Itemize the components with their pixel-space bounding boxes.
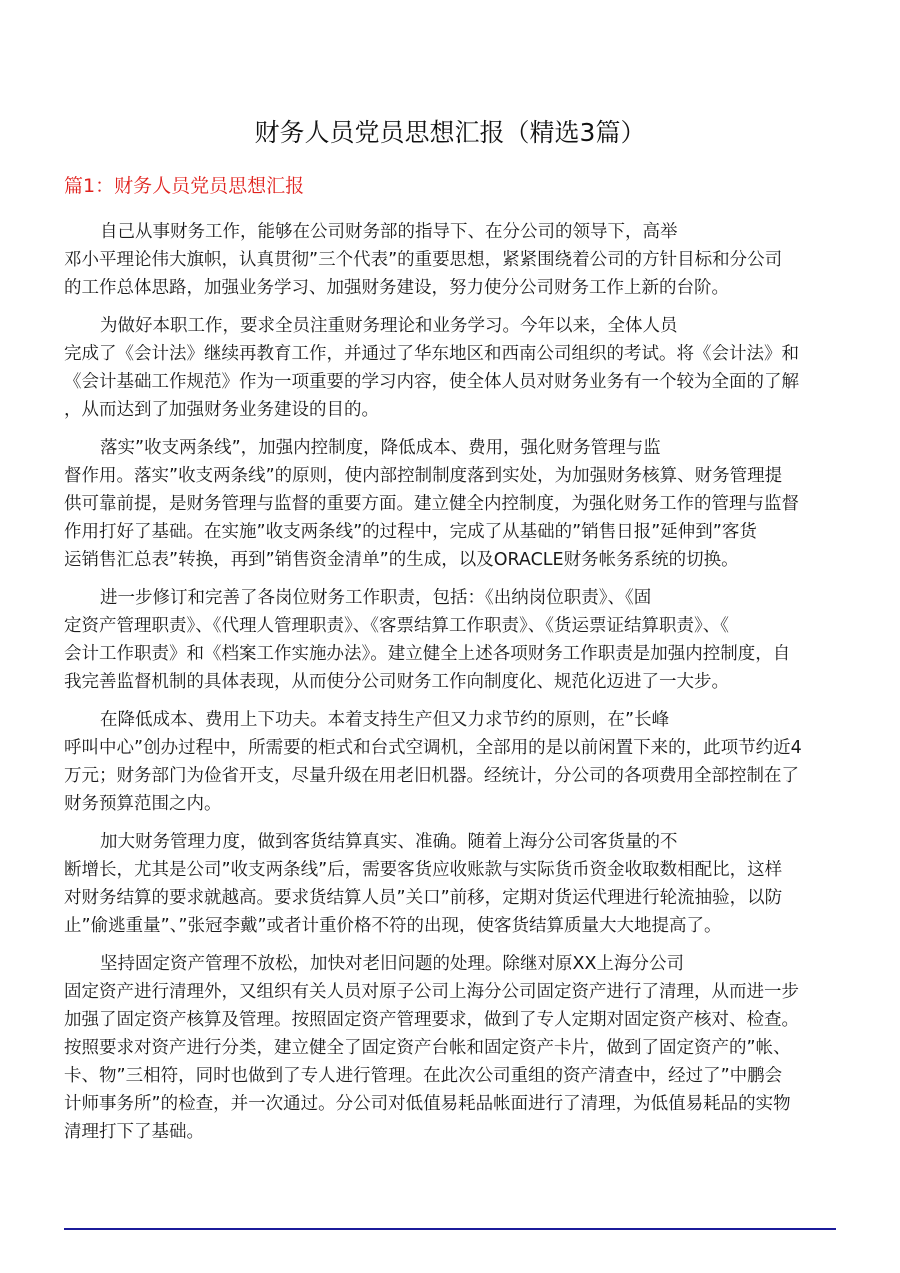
- paragraph-line: 作用打好了基础。在实施”收支两条线”的过程中，完成了从基础的”销售日报”延伸到”客货: [64, 522, 757, 542]
- paragraph-line: 在降低成本、费用上下功夫。本着支持生产但又力求节约的原则，在”长峰: [100, 710, 670, 730]
- paragraph-line: 止”偷逃重量”、”张冠李戴”或者计重价格不符的出现，使客货结算质量大大地提高了。: [64, 916, 722, 936]
- paragraph-line: 断增长，尤其是公司”收支两条线”后，需要客货应收账款与实际货币资金收取数相配比，这样: [64, 860, 783, 880]
- paragraph-line: 加大财务管理力度，做到客货结算真实、准确。随着上海分公司客货量的不: [100, 832, 678, 852]
- paragraph-line: 自己从事财务工作，能够在公司财务部的指导下、在分公司的领导下，高举: [100, 222, 678, 242]
- section-heading: 篇1：财务人员党员思想汇报: [64, 175, 305, 197]
- document-body: [64, 218, 836, 1156]
- paragraph: [64, 950, 836, 1146]
- paragraph: [64, 828, 836, 940]
- paragraph-line: 万元；财务部门为俭省开支，尽量升级在用老旧机器。经统计，分公司的各项费用全部控制在了: [64, 766, 799, 786]
- paragraph-line: 进一步修订和完善了各岗位财务工作职责，包括：《出纳岗位职责》、《固: [100, 588, 652, 608]
- paragraph-line: 督作用。落实”收支两条线”的原则，使内部控制制度落到实处，为加强财务核算、财务管理提: [64, 466, 783, 486]
- paragraph-line: 落实”收支两条线”，加强内控制度，降低成本、费用，强化财务管理与监: [100, 438, 661, 458]
- paragraph-line: 供可靠前提，是财务管理与监督的重要方面。建立健全内控制度，为强化财务工作的管理与监督: [64, 494, 799, 514]
- paragraph-line: 完成了《会计法》继续再教育工作，并通过了华东地区和西南公司组织的考试。将《会计法》和: [64, 344, 799, 364]
- paragraph-line: ，从而达到了加强财务业务建设的目的。: [64, 400, 379, 420]
- paragraph-line: 为做好本职工作，要求全员注重财务理论和业务学习。今年以来，全体人员: [100, 316, 678, 336]
- paragraph-line: 我完善监督机制的具体表现，从而使分公司财务工作向制度化、规范化迈进了一大步。: [64, 672, 729, 692]
- paragraph-line: 加强了固定资产核算及管理。按照固定资产管理要求，做到了专人定期对固定资产核对、检查。: [64, 1010, 799, 1030]
- paragraph-line: 清理打下了基础。: [64, 1122, 204, 1142]
- paragraph: [64, 706, 836, 818]
- paragraph-line: 按照要求对资产进行分类，建立健全了固定资产台帐和固定资产卡片，做到了固定资产的”帐、: [64, 1038, 791, 1058]
- paragraph-line: 财务预算范围之内。: [64, 794, 222, 814]
- paragraph: [64, 434, 836, 574]
- paragraph-line: 坚持固定资产管理不放松，加快对老旧问题的处理。除继对原XX上海分公司: [100, 954, 684, 974]
- paragraph-line: 运销售汇总表”转换，再到”销售资金清单”的生成，以及ORACLE财务帐务系统的切换。: [64, 550, 739, 570]
- footer-divider: [64, 1228, 836, 1230]
- document-title: 财务人员党员思想汇报（精选3篇）: [254, 118, 646, 147]
- paragraph-line: 会计工作职责》和《档案工作实施办法》。建立健全上述各项财务工作职责是加强内控制度，自: [64, 644, 791, 664]
- paragraph: [64, 312, 836, 424]
- paragraph-line: 卡、物”三相符，同时也做到了专人进行管理。在此次公司重组的资产清查中，经过了”中鹏会: [64, 1066, 783, 1086]
- paragraph-line: 《会计基础工作规范》作为一项重要的学习内容，使全体人员对财务业务有一个较为全面的了解: [64, 372, 799, 392]
- paragraph-line: 计师事务所”的检查，并一次通过。分公司对低值易耗品帐面进行了清理，为低值易耗品的实物: [64, 1094, 791, 1114]
- paragraph-line: 的工作总体思路，加强业务学习、加强财务建设，努力使分公司财务工作上新的台阶。: [64, 278, 729, 298]
- paragraph: [64, 584, 836, 696]
- paragraph-line: 对财务结算的要求就越高。要求货结算人员”关口”前移，定期对货运代理进行轮流抽验，以防: [64, 888, 783, 908]
- paragraph-line: 固定资产进行清理外，又组织有关人员对原子公司上海分公司固定资产进行了清理，从而进一步: [64, 982, 799, 1002]
- paragraph-line: 邓小平理论伟大旗帜，认真贯彻”三个代表”的重要思想，紧紧围绕着公司的方针目标和分公司: [64, 250, 783, 270]
- paragraph-line: 定资产管理职责》、《代理人管理职责》、《客票结算工作职责》、《货运票证结算职责》、《: [64, 616, 729, 636]
- paragraph-line: 呼叫中心”创办过程中，所需要的柜式和台式空调机，全部用的是以前闲置下来的，此项节约近4: [64, 738, 802, 758]
- paragraph: [64, 218, 836, 302]
